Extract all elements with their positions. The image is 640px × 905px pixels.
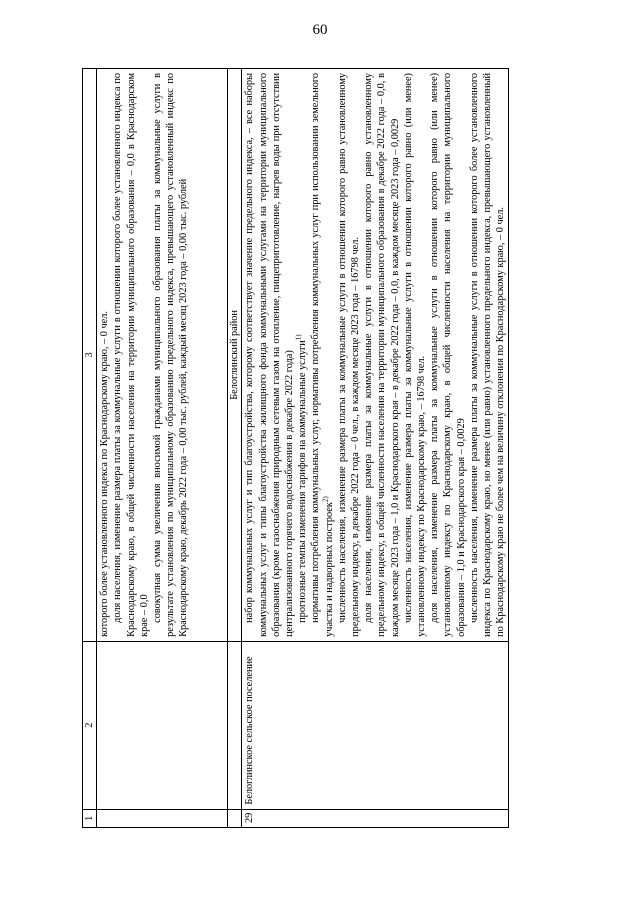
- rotated-table-sheet: [82, 68, 527, 828]
- district-heading: Белоглинский район: [228, 69, 242, 642]
- continuation-paragraph: которого более установленного индекса по Краснодарскому краю, – 0 чел.: [99, 311, 111, 637]
- district-empty-cell: [228, 809, 242, 827]
- indicator-text: прогнозные темпы изменения тарифов на коммунальные услуги: [297, 340, 309, 623]
- indicator-paragraph: численность населения, изменение размера платы за коммунальные услуги в отношении которого равно установленному предельному индексу, в декабре 2022 года – 0 чел., в каждом месяце 2023 года – 16798 чел.: [336, 73, 362, 637]
- indicator-paragraph: [296, 73, 309, 637]
- page-number: 60: [312, 22, 328, 38]
- indicator-paragraph: численность населения, изменение размера платы за коммунальные услуги в отношении которого более установленного индекса по Краснодарскому краю, но менее (или равно) установленного предельного индекса, превышающего установленный по Краснодарскому краю не более чем на величину отклонения по Краснодарскому краю, – 0 чел.: [468, 73, 507, 637]
- continuation-paragraph: совокупная сумма увеличения вносимой гражданами муниципального образования платы за коммунальные услуги в результате установления по муниципальному образованию предельного индекса, превышающего установленный индекс по Краснодарскому краю, декабрь 2022 года – 0,00 тыс. рублей, каждый месяц 2023 года – 0,00 тыс. рублей: [152, 73, 190, 637]
- column-header-1: 1: [83, 809, 97, 827]
- indicator-paragraph: доля населения, изменение размера платы за коммунальные услуги в отношении которого равно установленному предельному индексу, в общей численности населения на территории муниципального образования в декабре 2022 года – 0,0, в каждом месяце 2023 года – 1,0 и Краснодарского края – в декабре 2022 года – 0,0, в каждом месяце 2023 года – 0,0029: [363, 73, 401, 637]
- settlement-row-29: [242, 69, 509, 828]
- indicator-paragraph: численность населения, изменение размера платы за коммунальные услуги в отношении которого равно (или менее) установленному индексу по Краснодарскому краю, – 16798 чел.: [402, 73, 428, 637]
- continuation-settlement-cell: [97, 641, 228, 809]
- district-heading-row: [228, 69, 242, 828]
- data-table: [82, 68, 509, 828]
- indicator-paragraph: набор коммунальных услуг и тип благоустройства, которому соответствует значение предельного индекса, – все наборы коммунальных услуг и типы благоустройства жилищного фонда коммунальными услугами на территории муниципального образования (кроме газоснабжения природным сетевым газом на отопление, пищеприготовление, нагрев воды при отсутствии централизованного горячего водоснабжения в декабре 2022 года): [244, 73, 296, 637]
- column-number-row: [83, 69, 97, 828]
- row-number: 29: [242, 809, 509, 827]
- column-header-2: 2: [83, 641, 97, 809]
- continuation-paragraph: доля населения, изменение размера платы за коммунальные услуги в отношении которого более установленного индекса по Краснодарскому краю, в общей численности населения на территории муниципального образования – 0,0 в Краснодарском крае – 0,0: [112, 73, 150, 637]
- continuation-number-cell: [97, 809, 228, 827]
- district-empty-cell: [228, 641, 242, 809]
- footnote-marker: 2): [321, 496, 330, 503]
- footnote-marker: 1): [294, 334, 303, 341]
- settlement-text-cell: [242, 69, 509, 642]
- indicator-paragraph: доля населения, изменение размера платы за коммунальные услуги в отношении которого равно (или менее) установленному индексу по Краснодарскому краю, в общей численности населения на территории муниципального образования – 1,0 и Краснодарского края – 0,0029: [429, 73, 467, 637]
- continuation-row: [97, 69, 228, 828]
- settlement-name: Белоглинское сельское поселение: [242, 641, 509, 809]
- column-header-3: 3: [83, 69, 97, 642]
- continuation-text-cell: [97, 69, 228, 642]
- indicator-paragraph: [309, 73, 335, 637]
- indicator-text: нормативы потребления коммунальных услуг, нормативы потребления коммунальных услуг при использовании земельного участка и надворных построек: [310, 73, 335, 637]
